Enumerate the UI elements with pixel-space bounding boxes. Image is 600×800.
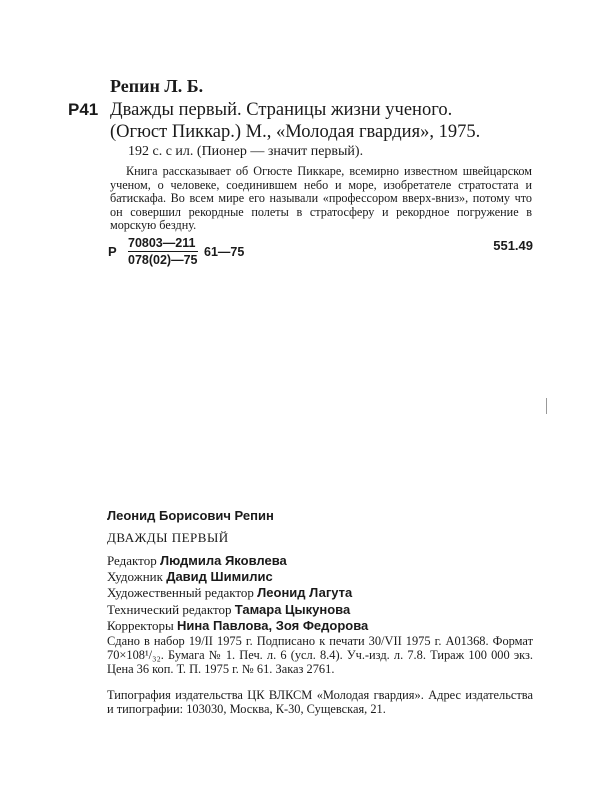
imprint-author: Леонид Борисович Репин [107,508,274,523]
staff-row-tech-editor: Технический редактор Тамара Цыкунова [107,601,351,617]
card-annotation: Книга рассказывает об Огюсте Пиккаре, всемирно известном швейцарском ученом, о человеке, соединившем небо и море, изобретателе стратостата и батискафа. Во всем мире его называли «профессором вверх-вниз», потому что он совершил рекордные полеты в стратосферу и рекордное погружение в морскую бездну. [110,164,532,232]
card-classification-code: Р41 [68,100,99,119]
staff-row-artist: Художник Давид Шимилис [107,569,273,585]
page-edge-mark [546,398,547,414]
bbk-denominator: 078(02)—75 [128,253,198,267]
imprint-title: ДВАЖДЫ ПЕРВЫЙ [107,530,229,545]
udk-code: 551.49 [493,238,533,253]
card-pages-line: 192 с. с ил. (Пионер — значит первый). [128,144,364,159]
bbk-letter: Р [108,244,117,259]
bbk-suffix: 61—75 [204,245,245,259]
card-title-line-1: Дважды первый. Страницы жизни ученого. [110,100,453,120]
staff-row-proofreaders: Корректоры Нина Павлова, Зоя Федорова [107,617,369,633]
print-details: Сдано в набор 19/II 1975 г. Подписано к печати 30/VII 1975 г. А01368. Формат 70×108¹/₃₂. Бумага № 1. Печ. л. 6 (усл. 8.4). Уч.-изд. л. 7.8. Тираж 100 000 экз. Цена 36 коп. Т. П. 1975 г. № 61. Заказ 2761. [107,634,533,676]
staff-row-editor: Редактор Людмила Яковлева [107,553,287,568]
printer-address: Типография издательства ЦК ВЛКСМ «Молодая гвардия». Адрес издательства и типографии: 103030, Москва, К-30, Сущевская, 21. [107,688,533,716]
bbk-numerator: 70803—211 [128,236,198,252]
staff-list [107,553,368,634]
card-title-line-2: (Огюст Пиккар.) М., «Молодая гвардия», 1975. [110,122,481,142]
staff-row-art-editor: Художественный редактор Леонид Лагута [107,585,353,601]
card-author: Репин Л. Б. [110,76,204,96]
bbk-fraction [128,236,198,267]
